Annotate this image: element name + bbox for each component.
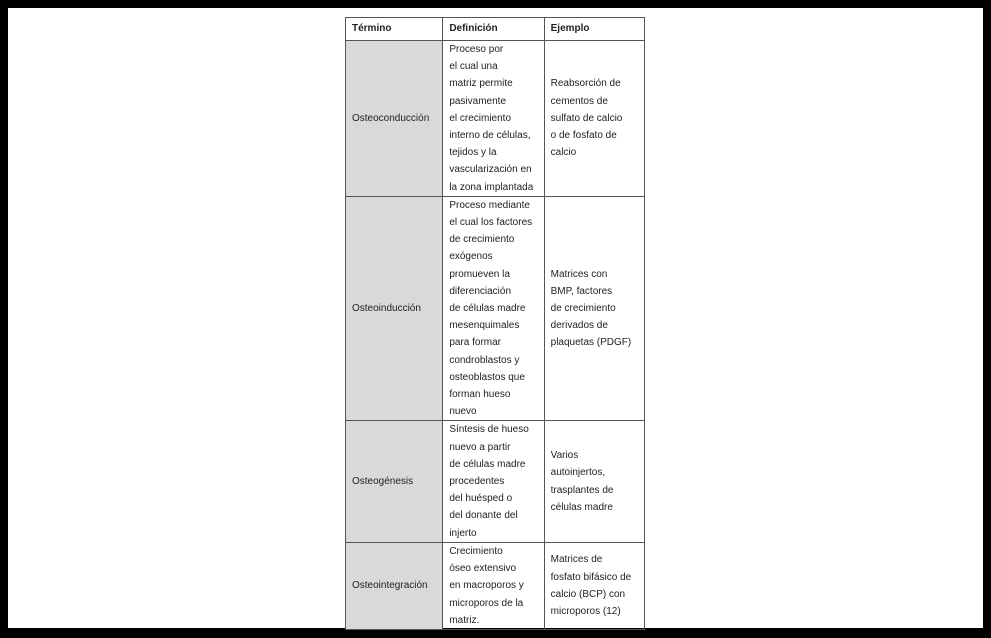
definition-line: Proceso mediante <box>449 199 530 211</box>
table-row <box>346 542 645 629</box>
definition-line: condroblastos y <box>449 354 520 366</box>
example-cell <box>544 196 644 421</box>
definition-line: pasivamente <box>449 95 507 107</box>
definition-line: el cual una <box>449 61 498 73</box>
definition-line: para formar <box>449 337 501 349</box>
definition-line: osteoblastos que <box>449 371 525 383</box>
header-term: Término <box>346 18 443 41</box>
example-line: trasplantes de <box>550 484 614 496</box>
example-line: calcio (BCP) con <box>550 588 626 600</box>
definition-line: diferenciación <box>449 285 512 297</box>
example-line: de crecimiento <box>550 303 616 315</box>
example-line: sulfato de calcio <box>550 112 623 124</box>
example-line: calcio <box>550 147 577 159</box>
definition-line: de células madre <box>449 458 526 470</box>
definition-line: promueven la <box>449 268 510 280</box>
example-line: BMP, factores <box>550 285 613 297</box>
definition-line: matriz. <box>449 614 480 626</box>
definition-line: matriz permite <box>449 78 513 90</box>
definition-cell <box>443 421 544 542</box>
definition-line: en macroporos y <box>449 580 524 592</box>
term-cell: Osteointegración <box>346 542 443 629</box>
example-line: Reabsorción de <box>550 78 621 90</box>
example-line: Varios <box>550 450 579 462</box>
definition-line: del donante del <box>449 510 518 522</box>
definition-line: óseo extensivo <box>449 563 517 575</box>
definition-line: nuevo a partir <box>449 441 511 453</box>
example-line: plaquetas (PDGF) <box>550 337 632 349</box>
example-line: derivados de <box>550 320 608 332</box>
example-cell <box>544 421 644 542</box>
definition-line: microporos de la <box>449 597 524 609</box>
definition-line: procedentes <box>449 476 505 488</box>
definition-line: la zona implantada <box>449 181 534 193</box>
example-line: microporos (12) <box>550 606 621 618</box>
definition-line: Síntesis de hueso <box>449 424 529 436</box>
definition-line: forman hueso <box>449 389 511 401</box>
definition-line: Proceso por <box>449 44 504 55</box>
example-line: células madre <box>550 501 613 513</box>
definition-line: interno de células, <box>449 130 531 142</box>
definition-line: vascularización en <box>449 164 532 176</box>
definition-line: exógenos <box>449 251 493 263</box>
definition-line: Crecimiento <box>449 545 503 557</box>
definition-cell <box>443 41 544 197</box>
definition-cell <box>443 196 544 421</box>
definition-line: de células madre <box>449 303 526 315</box>
example-cell <box>544 41 644 197</box>
example-line: Matrices de <box>550 554 603 566</box>
term-cell: Osteogénesis <box>346 421 443 542</box>
definition-cell <box>443 542 544 629</box>
table-row <box>346 41 645 197</box>
header-definition: Definición <box>443 18 544 41</box>
definition-line: de crecimiento <box>449 234 515 246</box>
definition-line: mesenquimales <box>449 320 520 332</box>
definition-line: injerto <box>449 527 477 539</box>
bone-graft-terms-table <box>345 17 645 630</box>
definition-line: el cual los factores <box>449 217 533 229</box>
header-row <box>346 18 645 41</box>
example-line: o de fosfato de <box>550 130 617 142</box>
header-example: Ejemplo <box>544 18 644 41</box>
definition-line: el crecimiento <box>449 112 512 124</box>
term-cell: Osteoinducción <box>346 196 443 421</box>
table-row <box>346 421 645 542</box>
example-line: fosfato bifásico de <box>550 571 632 583</box>
definition-line: tejidos y la <box>449 147 497 159</box>
term-cell: Osteoconducción <box>346 41 443 197</box>
definition-line: del huésped o <box>449 493 513 505</box>
definition-line: nuevo <box>449 406 477 418</box>
example-line: Matrices con <box>550 268 608 280</box>
table-row <box>346 196 645 421</box>
example-line: cementos de <box>550 95 608 107</box>
document-page <box>8 8 983 628</box>
example-cell <box>544 542 644 629</box>
example-line: autoinjertos, <box>550 467 606 479</box>
